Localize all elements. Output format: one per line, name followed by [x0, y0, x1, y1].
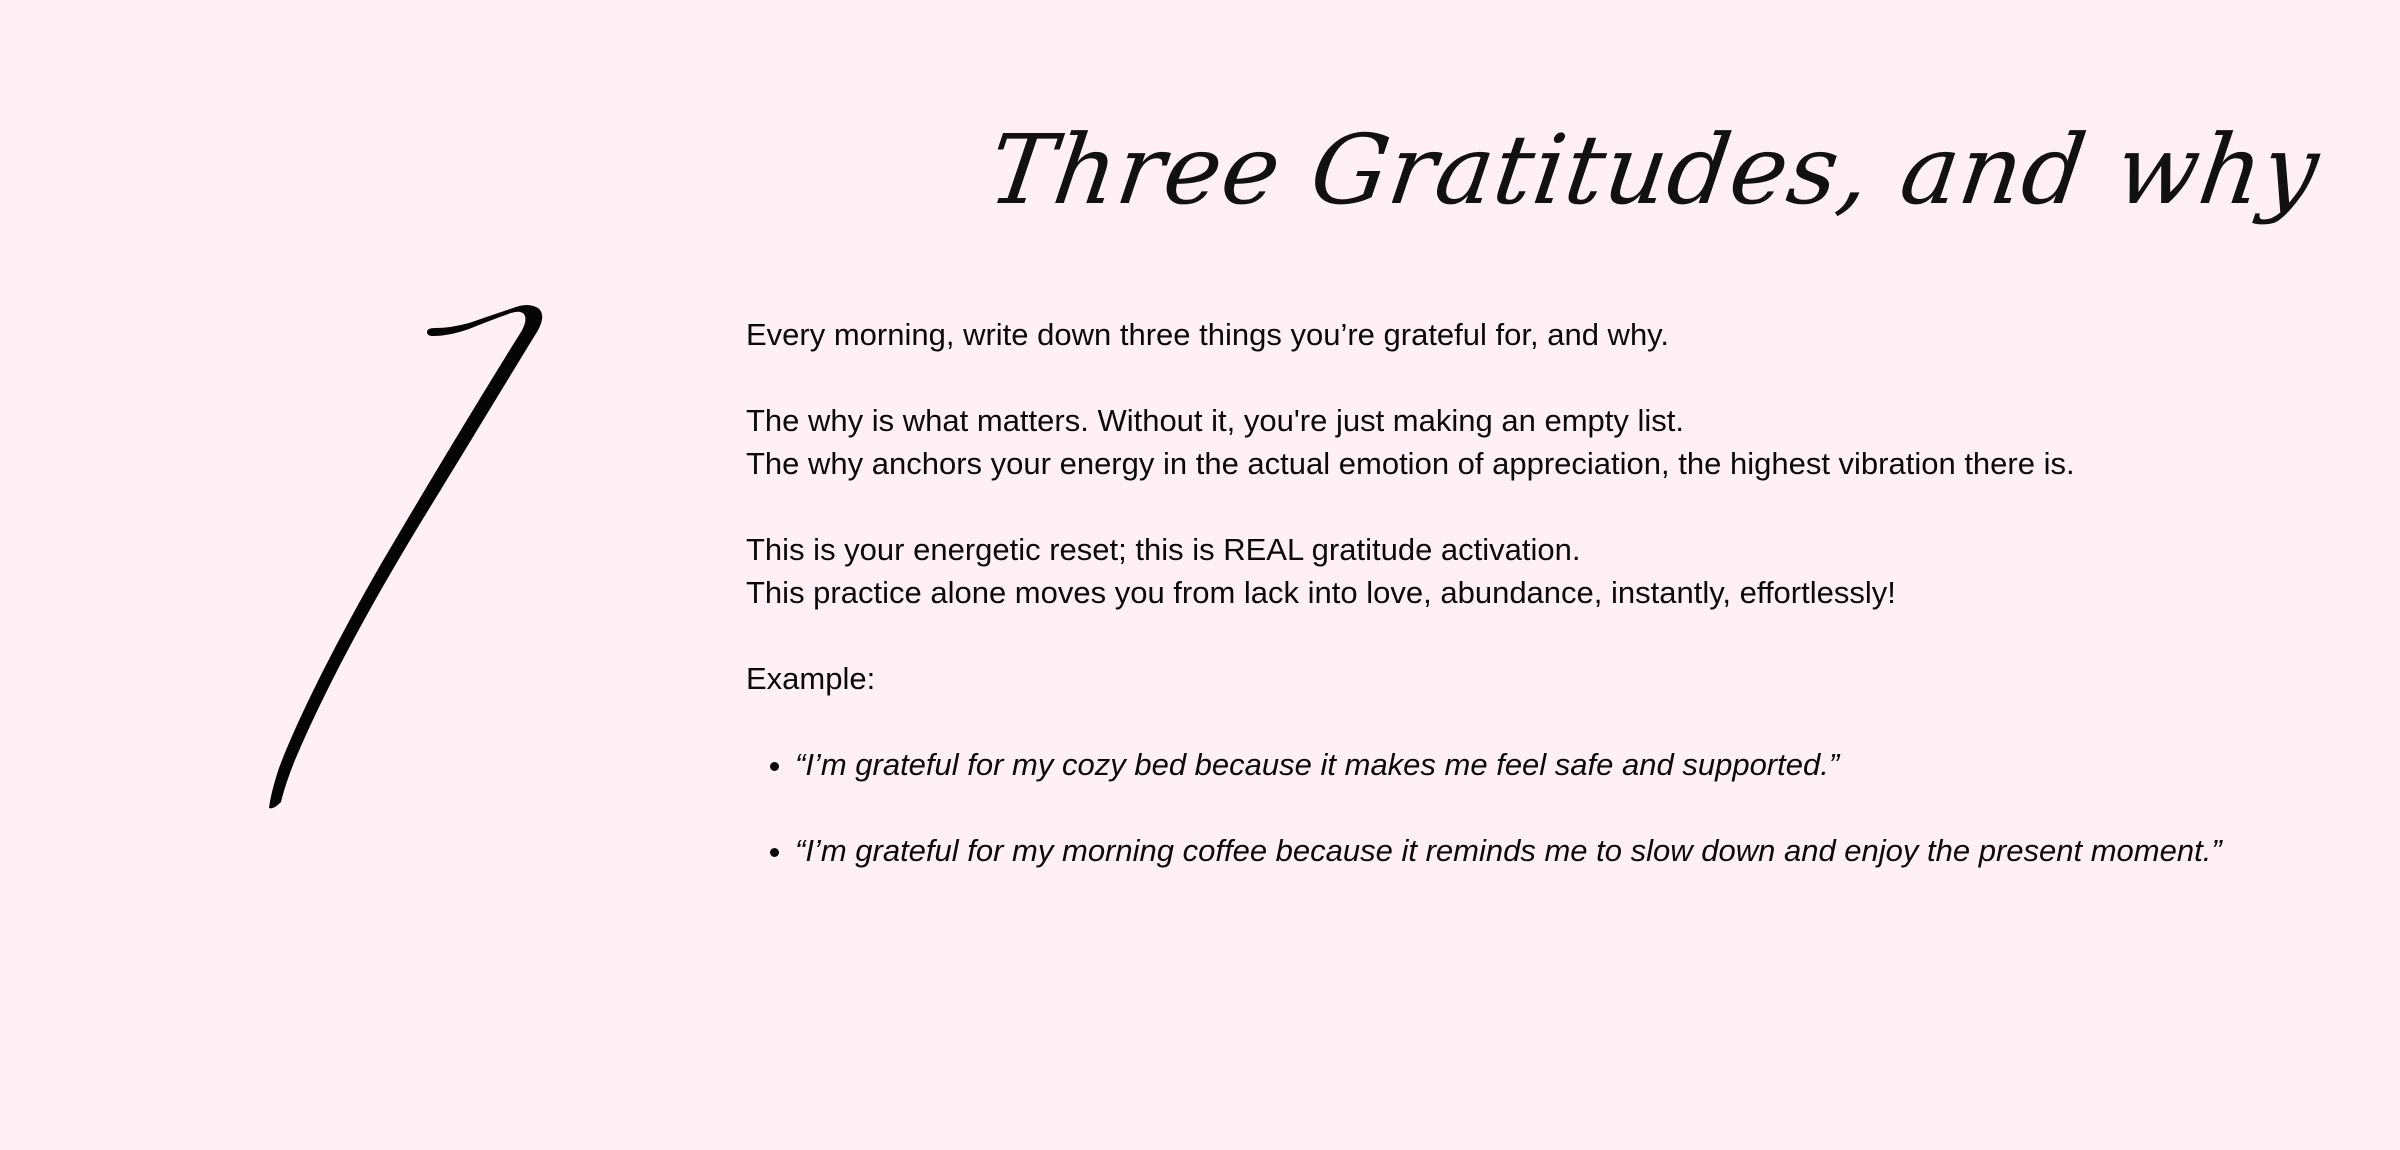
example-label: Example: — [746, 661, 876, 696]
why-line-2: The why anchors your energy in the actual emotion of appreciation, the highest vibration there is. — [746, 446, 2075, 481]
paragraph-spacer — [746, 614, 2238, 657]
paragraph-spacer — [746, 700, 2238, 743]
why-line-1: The why is what matters. Without it, you're just making an empty list. — [746, 403, 1684, 438]
step-numeral-one — [255, 300, 555, 840]
numeral-one-brush-stroke — [255, 300, 555, 840]
intro-paragraph: Every morning, write down three things you’re grateful for, and why. — [746, 317, 1669, 352]
instructions-body — [746, 313, 2238, 872]
list-item: • “I’m grateful for my morning coffee because it reminds me to slow down and enjoy the present moment.” — [795, 829, 2238, 872]
reset-line-2: This practice alone moves you from lack into love, abundance, instantly, effortlessly! — [746, 575, 1896, 610]
reset-line-1: This is your energetic reset; this is REAL gratitude activation. — [746, 532, 1581, 567]
paragraph-spacer — [746, 356, 2238, 399]
example-list — [746, 743, 2238, 872]
paragraph-spacer — [746, 485, 2238, 528]
list-item: • “I’m grateful for my cozy bed because it makes me feel safe and supported.” — [795, 743, 2238, 786]
page-title: Three Gratitudes, and why — [982, 114, 2327, 226]
